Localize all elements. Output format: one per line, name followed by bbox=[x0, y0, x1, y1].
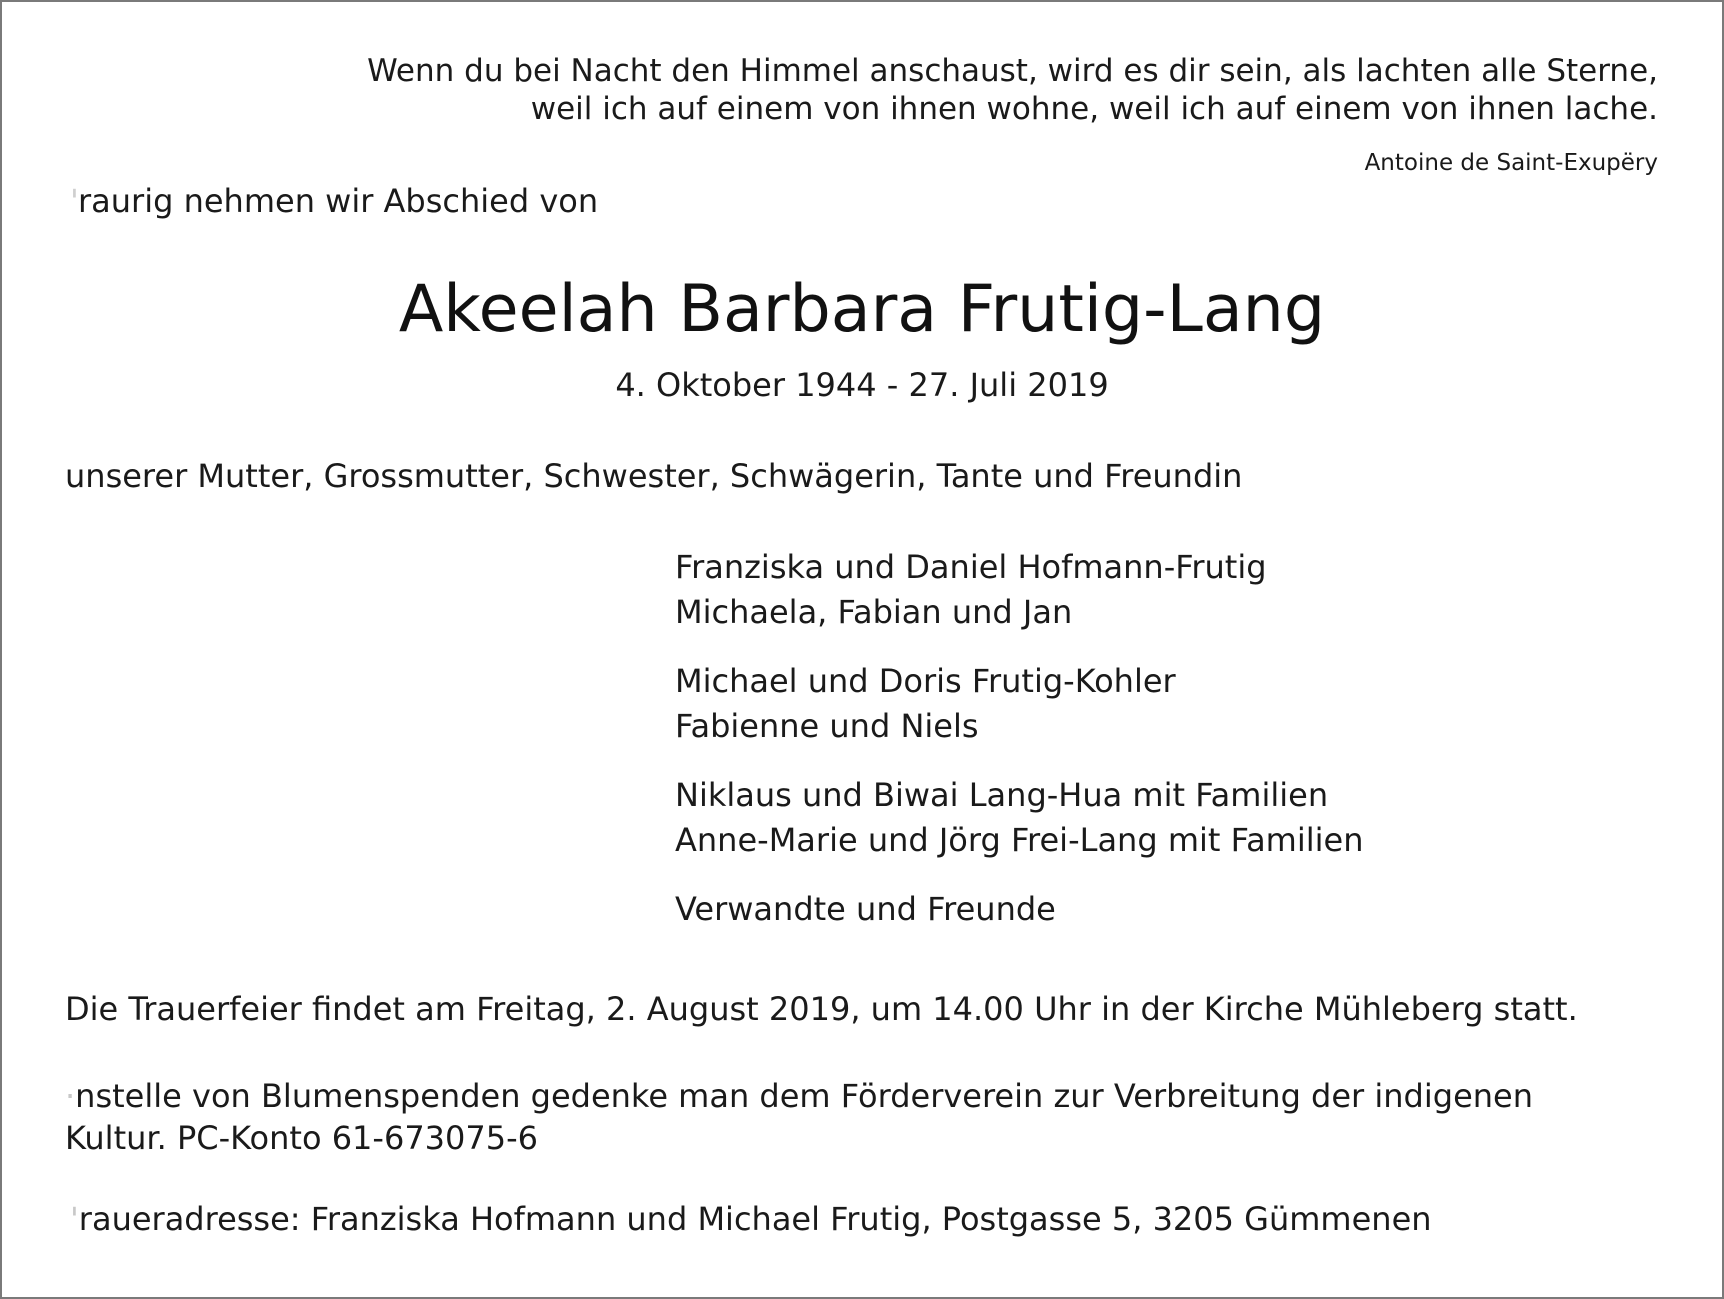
faded-initial-mark: ' bbox=[70, 182, 79, 220]
life-dates: 4. Oktober 1944 - 27. Juli 2019 bbox=[615, 366, 1109, 404]
family-group bbox=[675, 659, 1363, 749]
family-line: Michaela, Fabian und Jan bbox=[675, 593, 1073, 631]
family-group bbox=[675, 545, 1363, 635]
donation-line-2: Kultur. PC-Konto 61-673075-6 bbox=[65, 1119, 539, 1157]
family-group bbox=[675, 887, 1363, 932]
family-list bbox=[675, 545, 1363, 956]
intro-text-label: raurig nehmen wir Abschied von bbox=[78, 182, 599, 220]
quote-author: Antoine de Saint-Exupëry bbox=[1364, 150, 1658, 176]
quote-line-1: Wenn du bei Nacht den Himmel anschaust, wird es dir sein, als lachten alle Sterne, bbox=[367, 53, 1658, 89]
family-line: Verwandte und Freunde bbox=[675, 890, 1056, 928]
family-line: Michael und Doris Frutig-Kohler bbox=[675, 662, 1176, 700]
family-line: Niklaus und Biwai Lang-Hua mit Familien bbox=[675, 776, 1329, 814]
ceremony-notice: Die Trauerfeier findet am Freitag, 2. August 2019, um 14.00 Uhr in der Kirche Mühleberg statt. bbox=[65, 990, 1578, 1028]
donation-notice bbox=[65, 1075, 1533, 1159]
relations-text: unserer Mutter, Grossmutter, Schwester, Schwägerin, Tante und Freundin bbox=[65, 457, 1243, 495]
donation-line-1 bbox=[65, 1075, 1533, 1117]
epigraph-quote bbox=[367, 52, 1658, 128]
family-line: Anne-Marie und Jörg Frei-Lang mit Familien bbox=[675, 821, 1364, 859]
intro-text bbox=[70, 182, 598, 220]
family-group bbox=[675, 773, 1363, 863]
family-line: Fabienne und Niels bbox=[675, 707, 979, 745]
faded-initial-mark: ' bbox=[70, 1200, 79, 1238]
mourning-address-text: raueradresse: Franziska Hofmann und Michael Frutig, Postgasse 5, 3205 Gümmenen bbox=[78, 1200, 1432, 1238]
family-line: Franziska und Daniel Hofmann-Frutig bbox=[675, 548, 1267, 586]
deceased-name: Akeelah Barbara Frutig-Lang bbox=[398, 272, 1326, 347]
quote-line-2: weil ich auf einem von ihnen wohne, weil ich auf einem von ihnen lache. bbox=[530, 91, 1658, 127]
faded-initial-mark: · bbox=[65, 1077, 76, 1115]
mourning-address bbox=[70, 1200, 1432, 1238]
donation-line-1-text: nstelle von Blumenspenden gedenke man dem Förderverein zur Verbreitung der indigenen bbox=[75, 1077, 1533, 1115]
